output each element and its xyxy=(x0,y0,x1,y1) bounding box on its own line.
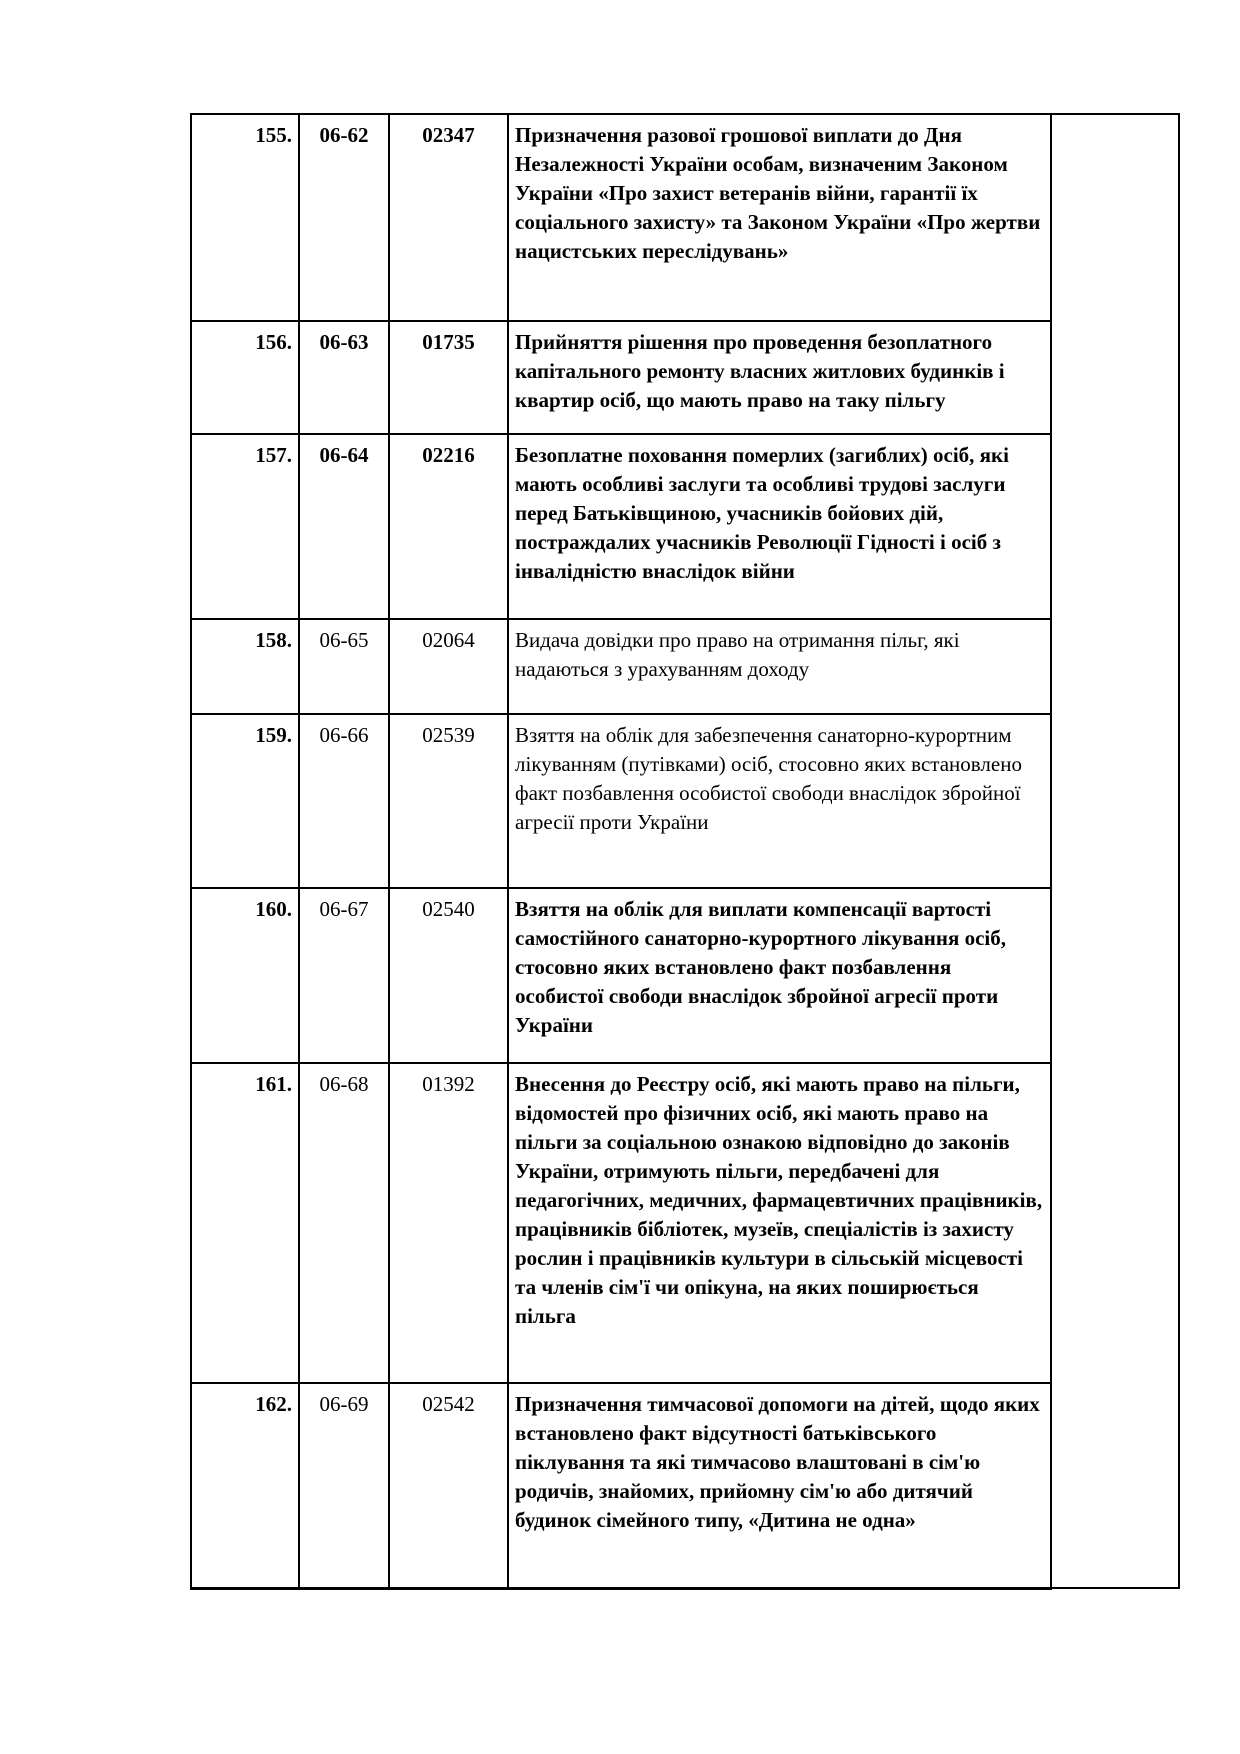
row-number-cell: 157. xyxy=(191,434,299,619)
department-code-cell: 06-62 xyxy=(299,114,389,321)
table-row xyxy=(191,1383,1179,1588)
table-row xyxy=(191,619,1179,714)
table-row xyxy=(191,434,1179,619)
table-row xyxy=(191,321,1179,434)
description-cell: Призначення разової грошової виплати до Дня Незалежності України особам, визначеним Законом України «Про захист ветеранів війни, гарантії їх соціального захисту» та Законом України «Про жертви нацистських переслідувань» xyxy=(508,114,1051,321)
row-number-cell: 155. xyxy=(191,114,299,321)
row-number-cell: 161. xyxy=(191,1063,299,1383)
description-cell: Взяття на облік для забезпечення санаторно-курортним лікуванням (путівками) осіб, стосовно яких встановлено факт позбавлення особистої свободи внаслідок збройної агресії проти України xyxy=(508,714,1051,888)
service-code-cell: 01392 xyxy=(389,1063,508,1383)
service-code-cell: 02347 xyxy=(389,114,508,321)
description-cell: Взяття на облік для виплати компенсації вартості самостійного санаторно-курортного лікування осіб, стосовно яких встановлено факт позбавлення особистої свободи внаслідок збройної агресії проти України xyxy=(508,888,1051,1063)
row-number-cell: 160. xyxy=(191,888,299,1063)
department-code-cell: 06-69 xyxy=(299,1383,389,1588)
department-code-cell: 06-68 xyxy=(299,1063,389,1383)
description-cell: Прийняття рішення про проведення безоплатного капітального ремонту власних житлових будинків і квартир осіб, що мають право на таку пільгу xyxy=(508,321,1051,434)
row-number-cell: 158. xyxy=(191,619,299,714)
row-number-cell: 162. xyxy=(191,1383,299,1588)
department-code-cell: 06-65 xyxy=(299,619,389,714)
table-row xyxy=(191,888,1179,1063)
description-cell: Видача довідки про право на отримання пільг, які надаються з урахуванням доходу xyxy=(508,619,1051,714)
services-table xyxy=(190,113,1180,1590)
row-number-cell: 156. xyxy=(191,321,299,434)
service-code-cell: 01735 xyxy=(389,321,508,434)
service-code-cell: 02539 xyxy=(389,714,508,888)
description-cell: Призначення тимчасової допомоги на дітей, щодо яких встановлено факт відсутності батьківського піклування та які тимчасово влаштовані в сім'ю родичів, знайомих, прийомну сім'ю або дитячий будинок сімейного типу, «Дитина не одна» xyxy=(508,1383,1051,1588)
service-code-cell: 02216 xyxy=(389,434,508,619)
department-code-cell: 06-67 xyxy=(299,888,389,1063)
department-code-cell: 06-64 xyxy=(299,434,389,619)
description-cell: Внесення до Реєстру осіб, які мають право на пільги, відомостей про фізичних осіб, які мають право на пільги за соціальною ознакою відповідно до законів України, отримують пільги, передбачені для педагогічних, медичних, фармацевтичних працівників, працівників бібліотек, музеїв, спеціалістів із захисту рослин і працівників культури в сільській місцевості та членів сім'ї чи опікуна, на яких поширюється пільга xyxy=(508,1063,1051,1383)
service-code-cell: 02064 xyxy=(389,619,508,714)
notes-column-cell xyxy=(1051,114,1179,1588)
department-code-cell: 06-63 xyxy=(299,321,389,434)
service-code-cell: 02542 xyxy=(389,1383,508,1588)
table-row xyxy=(191,1063,1179,1383)
row-number-cell: 159. xyxy=(191,714,299,888)
department-code-cell: 06-66 xyxy=(299,714,389,888)
service-code-cell: 02540 xyxy=(389,888,508,1063)
table-row xyxy=(191,114,1179,321)
description-cell: Безоплатне поховання померлих (загиблих) осіб, які мають особливі заслуги та особливі трудові заслуги перед Батьківщиною, учасників бойових дій, постраждалих учасників Революції Гідності і осіб з інвалідністю внаслідок війни xyxy=(508,434,1051,619)
table-row xyxy=(191,714,1179,888)
